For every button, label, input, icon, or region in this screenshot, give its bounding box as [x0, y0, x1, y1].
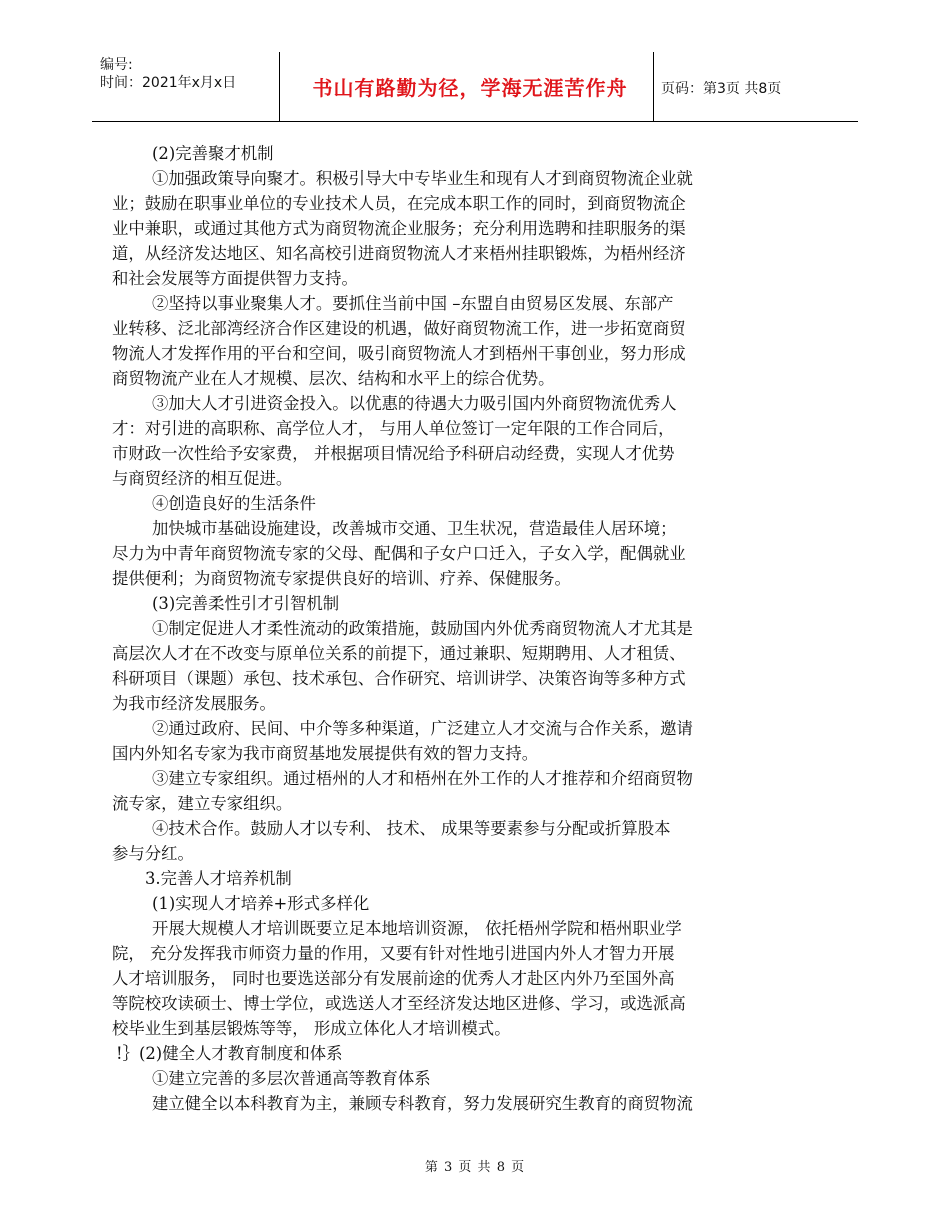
paragraph-line: 和社会发展等方面提供智力支持。 — [112, 269, 358, 288]
header-rule — [92, 121, 858, 122]
paragraph-line: 建立健全以本科教育为主，兼顾专科教育，努力发展研究生教育的商贸物流 — [152, 1094, 693, 1113]
subheading-3: (3)完善柔性引才引智机制 — [152, 594, 340, 613]
paragraph-line: 院， 充分发挥我市师资力量的作用，又要有针对性地引进国内外人才智力开展 — [112, 944, 675, 963]
section-heading-3: 3.完善人才培养机制 — [145, 869, 292, 888]
paragraph-line: 商贸物流产业在人才规模、层次、结构和水平上的综合优势。 — [112, 369, 555, 388]
paragraph-line: 提供便利；为商贸物流专家提供良好的培训、疗养、保健服务。 — [112, 569, 571, 588]
paragraph-line: 市财政一次性给予安家费， 并根据项目情况给予科研启动经费，实现人才优势 — [112, 444, 675, 463]
paragraph-line: 业转移、泛北部湾经济合作区建设的机遇，做好商贸物流工作，进一步拓宽商贸 — [112, 319, 686, 338]
header-motto: 书山有路勤为径，学海无涯苦作舟 — [312, 76, 628, 100]
paragraph-line: ③加大人才引进资金投入。以优惠的待遇大力吸引国内外商贸物流优秀人 — [152, 394, 677, 413]
time-label: 时间：2021年x月x日 — [100, 75, 237, 91]
page-header — [92, 52, 858, 122]
paragraph-line: 开展大规模人才培训既要立足本地培训资源， 依托梧州学院和梧州职业学 — [152, 919, 682, 938]
paragraph-line: 才：对引进的高职称、高学位人才， 与用人单位签订一定年限的工作合同后， — [112, 419, 675, 438]
paragraph-line: ②坚持以事业聚集人才。要抓住当前中国 –东盟自由贸易区发展、东部产 — [152, 294, 674, 313]
paragraph-line: 流专家，建立专家组织。 — [112, 794, 293, 813]
paragraph-line: 国内外知名专家为我市商贸基地发展提供有效的智力支持。 — [112, 744, 539, 763]
paragraph-line: ②通过政府、民间、中介等多种渠道，广泛建立人才交流与合作关系，邀请 — [152, 719, 693, 738]
paragraph-line: 为我市经济发展服务。 — [112, 694, 276, 713]
subheading-1: (1)实现人才培养+形式多样化 — [152, 894, 370, 913]
header-page-info: 页码：第3页 共8页 — [661, 81, 782, 97]
document-body — [112, 141, 772, 1116]
subheading-2b: !｝(2)健全人才教育制度和体系 — [116, 1044, 343, 1063]
paragraph-line: ①加强政策导向聚才。积极引导大中专毕业生和现有人才到商贸物流企业就 — [152, 169, 693, 188]
paragraph-line: 科研项目（课题）承包、技术承包、合作研究、培训讲学、决策咨询等多种方式 — [112, 669, 686, 688]
paragraph-line: 加快城市基础设施建设，改善城市交通、卫生状况，营造最佳人居环境； — [152, 519, 677, 538]
paragraph-line: ①制定促进人才柔性流动的政策措施，鼓励国内外优秀商贸物流人才尤其是 — [152, 619, 693, 638]
paragraph-line: 尽力为中青年商贸物流专家的父母、配偶和子女户口迁入，子女入学，配偶就业 — [112, 544, 686, 563]
paragraph-line: 等院校攻读硕士、博士学位，或选送人才至经济发达地区进修、学习，或选派高 — [112, 994, 686, 1013]
paragraph-line: 道，从经济发达地区、知名高校引进商贸物流人才来梧州挂职锻炼，为梧州经济 — [112, 244, 686, 263]
paragraph-line: 业；鼓励在职事业单位的专业技术人员，在完成本职工作的同时，到商贸物流企 — [112, 194, 686, 213]
paragraph-line: 校毕业生到基层锻炼等等， 形成立体化人才培训模式。 — [112, 1019, 511, 1038]
subheading-2: (2)完善聚才机制 — [152, 144, 274, 163]
paragraph-line: ①建立完善的多层次普通高等教育体系 — [152, 1069, 431, 1088]
paragraph-line: 业中兼职，或通过其他方式为商贸物流企业服务；充分利用选聘和挂职服务的渠 — [112, 219, 686, 238]
header-divider-left — [279, 52, 280, 122]
header-meta — [100, 56, 236, 92]
paragraph-line: 物流人才发挥作用的平台和空间，吸引商贸物流人才到梧州干事创业，努力形成 — [112, 344, 686, 363]
paragraph-line: ④技术合作。鼓励人才以专利、 技术、 成果等要素参与分配或折算股本 — [152, 819, 671, 838]
page-footer: 第 3 页 共 8 页 — [424, 1160, 526, 1175]
header-divider-right — [653, 52, 654, 122]
paragraph-line: ④创造良好的生活条件 — [152, 494, 316, 513]
paragraph-line: 参与分红。 — [112, 844, 194, 863]
paragraph-line: 人才培训服务， 同时也要选送部分有发展前途的优秀人才赴区内外乃至国外高 — [112, 969, 675, 988]
paragraph-line: 与商贸经济的相互促进。 — [112, 469, 293, 488]
paragraph-line: ③建立专家组织。通过梧州的人才和梧州在外工作的人才推荐和介绍商贸物 — [152, 769, 693, 788]
doc-number-label: 编号: — [100, 57, 133, 73]
paragraph-line: 高层次人才在不改变与原单位关系的前提下，通过兼职、短期聘用、人才租赁、 — [112, 644, 686, 663]
